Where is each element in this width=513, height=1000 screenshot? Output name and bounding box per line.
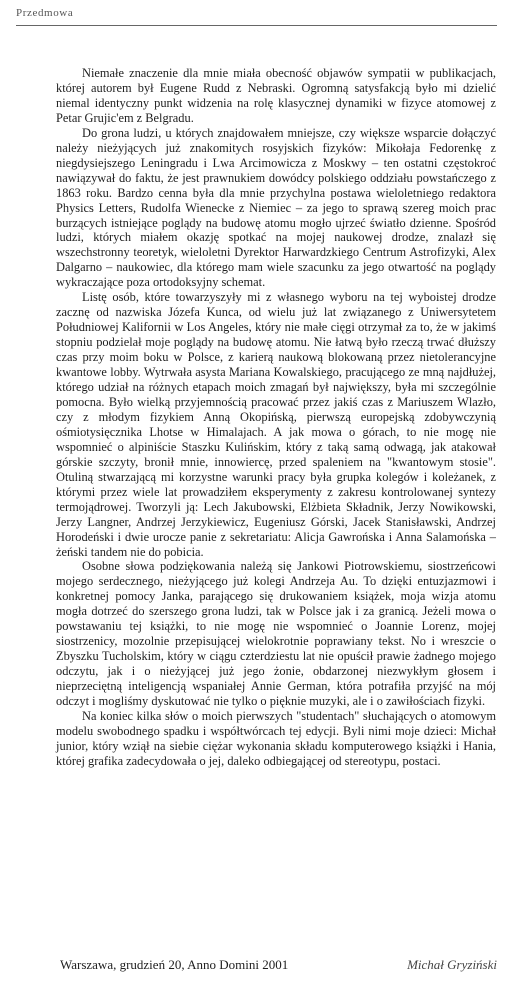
paragraph: Do grona ludzi, u których znajdowałem mniejsze, czy większe wsparcie dołączyć należy nieżyjących już znakomitych rosyjskich fizyków: Mikołaja Fedorenkę z niegdysiejszego Leningradu i Lwa Arcimowicza z Moskwy – ten ostatni częstokroć nawiązywał do faktu, że jest prawnukiem dowódcy polskiego oddziału powstańczego z 1863 roku. Bardzo cenna była dla mnie przychylna postawa wieloletniego redaktora Physics Letters, Rudolfa Wienecke z Niemiec – za jego to sprawą szereg moich prac burzących istniejące poglądy na budowę atomu mogło ujrzeć światło dzienne. Spośród ludzi, których miałem okazję spotkać na mojej naukowej drodze, znalazł się wszechstronny teoretyk, wieloletni Dyrektor Harwardzkiego Centrum Astrofizyki, Alex Dalgarno – naukowiec, dla którego mam wiele szacunku za jego otwartość na poglądy wykraczające poza ortodoksyjny schemat. (56, 125, 496, 290)
running-head: Przedmowa (16, 7, 74, 19)
paragraph: Osobne słowa podziękowania należą się Jankowi Piotrowskiemu, siostrzeńcowi mojego serdecznego, nieżyjącego już kolegi Andrzeja Au. To dzięki entuzjazmowi i konkretnej pomocy Janka, parającego się drukowaniem książek, moja wizja atomu mogła dotrzeć do szerszego grona ludzi, tak w Polsce jak i za granicą. Jeżeli mowa o powstawaniu tej książki, to nie mogę nie wspomnieć o Joannie Lorenz, mojej siostrzenicy, mozolnie przepisującej wielokrotnie poprawiany tekst. No i wreszcie o Zbyszku Tucholskim, który w ciągu czterdziestu lat nie opuścił prawie żadnego mojego odczytu, jak i o nieżyjącej już jego żonie, obdarzonej niezwykłym głosem i nieprzeciętną inteligencją wspaniałej Annie German, która potrafiła przyjść na mój odczyt i mogliśmy dyskutować nie tylko o pięknie muzyki, ale i o zawiłościach fizyki. (56, 559, 496, 709)
place-date: Warszawa, grudzień 20, Anno Domini 2001 (60, 957, 289, 972)
paragraph: Niemałe znaczenie dla mnie miała obecność objawów sympatii w publikacjach, której autorem był Eugene Rudd z Nebraski. Ogromną satysfakcją było mi dzielić niemal identyczny punkt widzenia na rolę klasycznej dynamiki w fizyce atomowej z Petar Grujic'em z Belgradu. (56, 66, 496, 125)
header-rule (16, 25, 497, 26)
paragraph: Listę osób, które towarzyszyły mi z własnego wyboru na tej wyboistej drodze zacznę od nazwiska Józefa Kunca, od wielu już lat związanego z Uniwersytetem Południowej Kalifornii w Los Angeles, który nie małe cięgi otrzymał za to, że w jakimś stopniu podzielał moje poglądy na budowę atomu. Nie łatwą było rzeczą trwać dłuższy czas przy moim boku w Polsce, z karierą naukową blokowaną przez nietolerancyjne kwantowe lobby. Wytrwała asysta Mariana Kowalskiego, pracującego ze mną najdłużej, którego udział na różnych etapach moich zmagań był największy, była mi szczególnie pomocna. Było wielką przyjemnością pracować przez jakiś czas z Mariuszem Wlazło, czy z młodym fizykiem Anną Okopińską, pierwszą europejską zdobywczynią ośmiotysięcznika Lhotse w Himalajach. A jak mowa o górach, to nie mogę nie wspomnieć o alpiniście Staszku Kulińskim, który z taką samą odwagą, jak atakował górskie szczyty, bronił mnie, innowiercę, przed spaleniem na "kwantowym stosie". Otuliną stwarzającą mi korzystne warunki pracy była grupka kolegów i koleżanek, z którymi przez wiele lat prowadziłem eksperymenty z zakresu kontrolowanej syntezy termojądrowej. Tworzyli ją: Lech Jakubowski, Elżbieta Składnik, Jerzy Nowikowski, Jerzy Langner, Andrzej Jerzykiewicz, Eugeniusz Górski, Jacek Stanisławski, Andrzej Horodeński i dwie urocze panie z sekretariatu: Alicja Gawrońska i Anna Salamońska – żeński tandem nie do pobicia. (56, 290, 496, 559)
author-signature: Michał Gryziński (407, 957, 497, 972)
closing-line (60, 957, 497, 973)
paragraph: Na koniec kilka słów o moich pierwszych "studentach" słuchających o atomowym modelu swobodnego spadku i współtwórcach tej edycji. Byli nimi moje dzieci: Michał junior, który wziął na siebie ciężar wykonania składu komputerowego książki i Hania, której grafika zadecydowała o jej, daleko odbiegającej od stereotypu, postaci. (56, 708, 496, 768)
preface-body (56, 66, 496, 769)
